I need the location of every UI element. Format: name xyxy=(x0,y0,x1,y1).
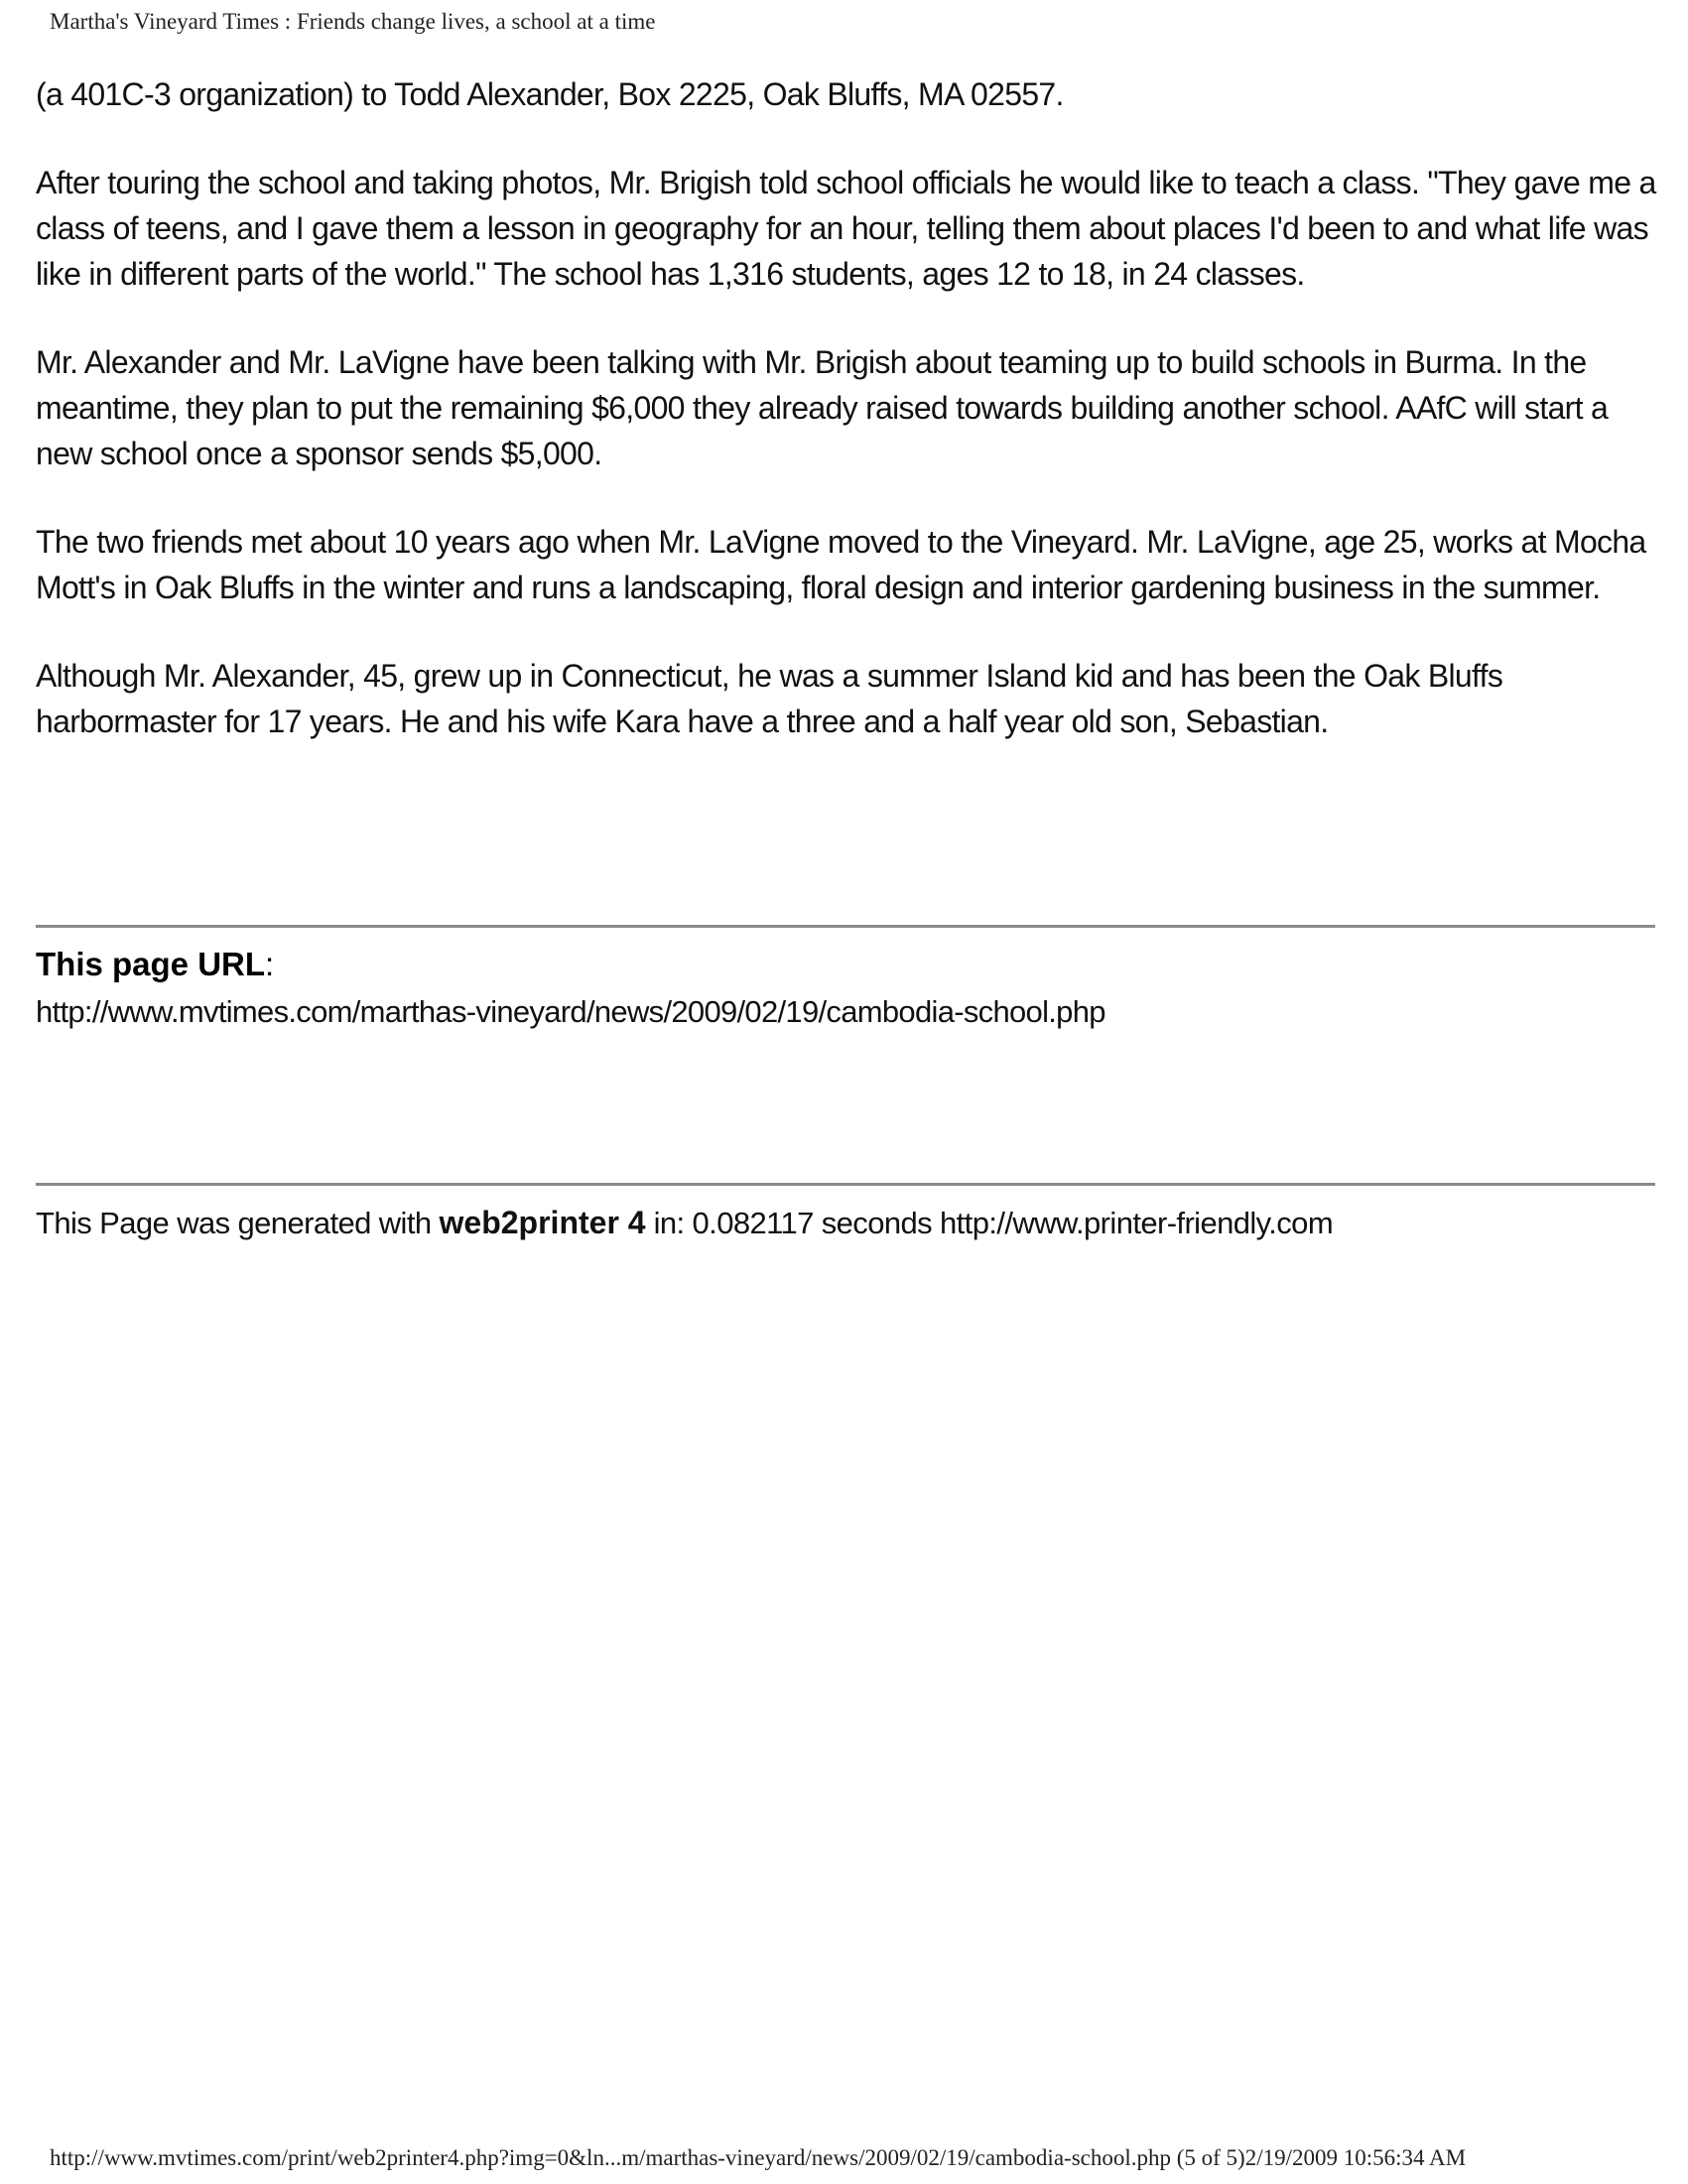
article-paragraph: The two friends met about 10 years ago when Mr. LaVigne moved to the Vineyard. Mr. LaVigne, age 25, works at Mocha Mott's in Oak Bluffs in the winter and runs a landscaping, floral design and interior gardening business in the summer. xyxy=(36,524,1646,605)
page-url-label: This page URL xyxy=(36,946,266,982)
generator-brand: web2printer 4 xyxy=(439,1205,646,1240)
page-url-colon: : xyxy=(265,946,275,982)
article-body xyxy=(36,71,1663,787)
page-url-value: http://www.mvtimes.com/marthas-vineyard/news/2009/02/19/cambodia-school.php xyxy=(36,994,1105,1029)
generated-note xyxy=(36,1201,1333,1245)
generated-suffix: in: 0.082117 seconds http://www.printer-friendly.com xyxy=(645,1206,1334,1240)
print-footer-url: http://www.mvtimes.com/print/web2printer4.php?img=0&ln...m/marthas-vineyard/news/2009/02/19/cambodia-school.php (5 of 5)2/19/2009 10:56:34 AM xyxy=(50,2145,1467,2170)
print-header-title: Martha's Vineyard Times : Friends change lives, a school at a time xyxy=(50,9,656,34)
divider xyxy=(36,925,1655,928)
article-paragraph: Mr. Alexander and Mr. LaVigne have been talking with Mr. Brigish about teaming up to build schools in Burma. In the meantime, they plan to put the remaining $6,000 they already raised towards building another school. AAfC will start a new school once a sponsor sends $5,000. xyxy=(36,344,1609,471)
generated-prefix: This Page was generated with xyxy=(36,1206,440,1240)
page-url-block xyxy=(36,943,1105,1034)
article-paragraph: After touring the school and taking photos, Mr. Brigish told school officials he would like to teach a class. "They gave me a class of teens, and I gave them a lesson in geography for an hour, telling them about places I'd been to and what life was like in different parts of the world." The school has 1,316 students, ages 12 to 18, in 24 classes. xyxy=(36,165,1656,292)
divider xyxy=(36,1183,1655,1186)
page-url-heading xyxy=(36,943,1105,986)
article-paragraph: Although Mr. Alexander, 45, grew up in Connecticut, he was a summer Island kid and has been the Oak Bluffs harbormaster for 17 years. He and his wife Kara have a three and a half year old son, Sebastian. xyxy=(36,658,1503,739)
article-paragraph: (a 401C-3 organization) to Todd Alexander, Box 2225, Oak Bluffs, MA 02557. xyxy=(36,76,1064,112)
